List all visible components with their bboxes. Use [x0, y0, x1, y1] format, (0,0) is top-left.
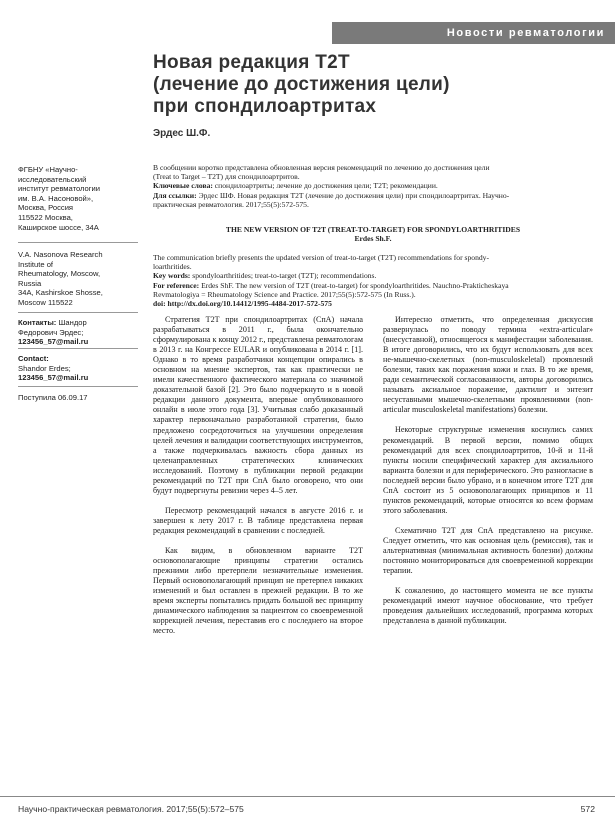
- keywords-text: spondyloarthritides; treat-to-target (T2T); recommendations.: [190, 271, 377, 281]
- sidebar-divider: [18, 242, 138, 243]
- keywords-text: спондилоартриты; лечение до достижения цели; T2T; рекомендации.: [212, 181, 438, 191]
- article-author: Эрдес Ш.Ф.: [153, 128, 211, 139]
- article-title: [153, 52, 583, 118]
- citation-label: Для ссылки:: [153, 190, 197, 200]
- abstract-line: The communication briefly presents the updated version of treat-to-target (T2T) recommendations for spondy-: [153, 253, 489, 262]
- title-line: при спондилоартритах: [153, 96, 377, 117]
- abstract-line: loarthritides.: [153, 262, 192, 272]
- sidebar-divider: [18, 312, 138, 313]
- contact-en: [18, 354, 138, 383]
- affil-line: ФГБНУ «Научно-: [18, 165, 78, 174]
- abstract-line: В сообщении коротко представлена обновленная версия рекомендаций по лечению до достижения цели: [153, 163, 490, 172]
- affil-line: им. В.А. Насоновой»,: [18, 193, 94, 203]
- footer-journal: Научно-практическая ревматология. 2017;55(5):572–575: [18, 804, 244, 814]
- contact-email[interactable]: 123456_57@mail.ru: [18, 373, 89, 383]
- abstract-en: [153, 253, 593, 308]
- english-author: Erdes Sh.F.: [354, 234, 392, 244]
- affil-line: Rheumatology, Moscow,: [18, 269, 101, 279]
- paragraph: Интересно отметить, что определенная дискуссия развернулась по поводу термина «extra-articular» (внесуставной), относящегося к манифестации заболевания. В итоге договорились, что их будут использовать для всех не-мышечно-скелетных (non-musculoskeletal) проявлений болезни, таких как поражения кожи и глаз. В то же время, ради семантической согласованности, авторы договорились называть аксиальное поражение, дактилит и энтезит несуставными мышечно-скелетными проявлениями (non-articular musculoskeletal manifestations) болезни.: [383, 315, 593, 415]
- doi-link[interactable]: doi: http://dx.doi.org/10.14412/1995-4484-2017-572-575: [153, 299, 332, 309]
- affil-line: Москва, Россия: [18, 203, 74, 213]
- section-title: Новости ревматологии: [446, 27, 605, 39]
- citation-text: практическая ревматология. 2017;55(5):572-575.: [153, 199, 309, 209]
- keywords-label: Key words:: [153, 271, 191, 281]
- contact-name: Шандор: [58, 318, 87, 327]
- paragraph: Схематично T2T для СпА представлено на рисунке. Следует отметить, что как основная цель (ремиссия), так и альтернативная (минимальная активность болезни) должны постоянно мониторироваться для своевременной коррекции терапии.: [383, 525, 593, 576]
- footer-divider: [0, 796, 615, 797]
- reference-label: For reference:: [153, 280, 200, 290]
- affil-line: 115522 Москва,: [18, 212, 73, 222]
- paragraph: Стратегия T2T при спондилоартритах (СпА) начала разрабатываться в 2011 г., была окончательно сформулирована к концу 2012 г., представлена ревматологам в 2013 г. на Конгрессе EULAR и опубликована в 2014 г. [1]. Однако в то время разработчики концепции опирались в основном на мнение экспертов, так как практически не имели качественного фактического материала со значимой доказательной базой [2]. Это было подчеркнуто и в новой редакции данного документа, впервые опубликованного онлайн в июле этого года [3]. Учитывая слабо доказанный характер первоначально разработанной стратегии, было предложено сосредоточиться на улучшении определения целей лечения и валидации соответствующих инструментов, а также подчеркивалась важность сбора данных из целенаправленных стратегических клинических исследований. Поэтому в публикации первой редакции рекомендаций по T2T при СпА было оговорено, что они будут подвергнуты ревизии через 4–5 лет.: [153, 315, 363, 495]
- title-line: (лечение до достижения цели): [153, 74, 450, 95]
- english-title-line: THE NEW VERSION OF T2T (TREAT-TO-TARGET) FOR SPONDYLOARTHRITIDES: [225, 225, 521, 234]
- contact-ru: [18, 318, 138, 347]
- affil-line: институт ревматологии: [18, 184, 101, 194]
- page-number: 572: [580, 804, 595, 814]
- abstract-ru: [153, 163, 593, 209]
- paragraph: Пересмотр рекомендаций начался в августе 2016 г. и завершен к лету 2017 г. В таблице представлена первая редакция рекомендаций в сравнении с последней.: [153, 505, 363, 535]
- affiliation-en: [18, 250, 138, 308]
- affil-line: Russia: [18, 278, 42, 288]
- sidebar-divider: [18, 386, 138, 387]
- title-line: Новая редакция T2T: [153, 52, 350, 73]
- affil-line: V.A. Nasonova Research: [18, 250, 103, 259]
- citation-text: Эрдес ШФ. Новая редакция T2T (лечение до достижения цели) при спондилоартритах. Научно-: [196, 190, 510, 200]
- contact-label: Контакты:: [18, 318, 57, 327]
- reference-text: Erdes ShF. The new version of T2T (treat-to-target) for spondyloarthritides. Nauchno-Prakticheskaya: [199, 280, 509, 290]
- english-title: [153, 225, 593, 244]
- contact-name: Федорович Эрдес;: [18, 327, 84, 337]
- affiliation-ru: [18, 165, 138, 232]
- contact-name: Shandor Erdes;: [18, 363, 71, 373]
- body-column-right: [383, 315, 593, 626]
- paragraph: Некоторые структурные изменения коснулись самих рекомендаций. В первой версии, помимо общих рекомендаций для всех спондилоартритов, 10-й и 11-й пункты носили специфический характер для аксиального варианта болезни и для периферического. Это разногласие в последней версии было убрано, и в конечном итоге T2T для СпА состоит из 5 основополагающих принципов и 11 пунктов рекомендаций, которые относятся ко всем формам этого заболевания.: [383, 425, 593, 515]
- affil-line: Institute of: [18, 259, 54, 269]
- sidebar-divider: [18, 348, 138, 349]
- received-date: Поступила 06.09.17: [18, 393, 88, 402]
- affil-line: исследовательский: [18, 174, 87, 184]
- section-header-band: [332, 22, 615, 44]
- body-column-left: [153, 315, 363, 636]
- affil-line: Moscow 115522: [18, 297, 73, 307]
- affil-line: 34A, Kashirskoe Shosse,: [18, 288, 103, 298]
- affil-line: Каширское шоссе, 34А: [18, 222, 99, 232]
- contact-email[interactable]: 123456_57@mail.ru: [18, 337, 89, 347]
- abstract-line: (Treat to Target – T2T) для спондилоартритов.: [153, 172, 300, 182]
- reference-text: Revmatologiya = Rheumatology Science and Practice. 2017;55(5):572-575 (In Russ.).: [153, 289, 416, 299]
- contact-label: Contact:: [18, 354, 49, 363]
- keywords-label: Ключевые слова:: [153, 181, 213, 191]
- paragraph: К сожалению, до настоящего момента не все пункты рекомендаций имеют научное обоснование, что требует проведения дальнейших исследований, программа которых представлена в данной публикации.: [383, 586, 593, 626]
- paragraph: Как видим, в обновленном варианте T2T основополагающие принципы стратегии остались прежними либо претерпели незначительные изменения. Первый основополагающий принцип не претерпел никаких изменений и был оставлен в прежней редакции. В то же время эксперты попытались придать большой вес принципу динамического наблюдения за пациентом со своевременной коррекцией лечения, переставив его с последнего на второе место.: [153, 545, 363, 636]
